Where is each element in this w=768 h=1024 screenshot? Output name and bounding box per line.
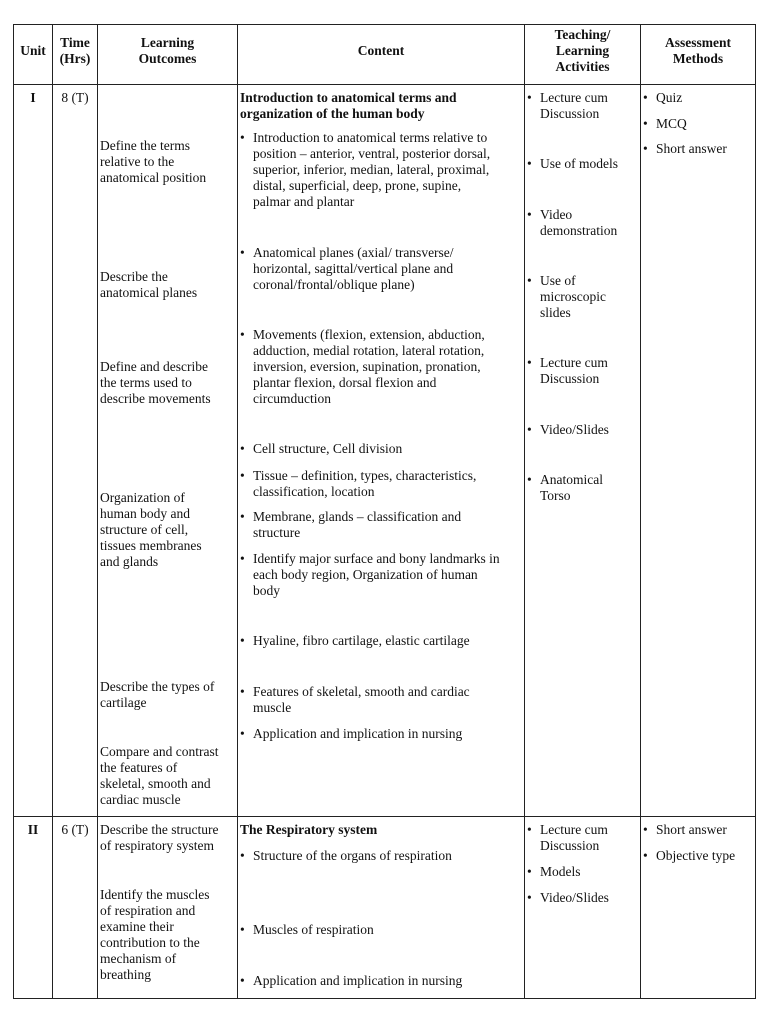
- text-line: classification, location: [253, 484, 375, 499]
- text-line: contribution to the: [100, 935, 200, 950]
- text-line: and glands: [100, 554, 159, 569]
- content-item: [253, 684, 470, 716]
- activity-item: [540, 273, 606, 321]
- text-line: plantar flexion, dorsal flexion and: [253, 375, 437, 390]
- col-line-6: [755, 24, 756, 999]
- header-divider: [13, 84, 756, 85]
- activity-item: [540, 472, 603, 504]
- text-line: muscle: [253, 700, 292, 715]
- text-line: • Structure of the organs of respiration: [253, 848, 452, 863]
- header-time-line: Time: [60, 35, 90, 50]
- text-line: Discussion: [540, 106, 600, 121]
- text-line: Identify the muscles: [100, 887, 210, 902]
- activity-item: [540, 822, 608, 854]
- text-line: • Video: [540, 207, 573, 222]
- text-line: • Anatomical: [540, 472, 603, 487]
- text-line: breathing: [100, 967, 151, 982]
- content-item: [253, 633, 470, 649]
- text-line: • Objective type: [656, 848, 736, 863]
- header-outcomes-line: Learning: [140, 35, 195, 50]
- assessment-item: [656, 822, 727, 838]
- text-line: Introduction to anatomical terms and: [240, 90, 457, 105]
- unit-time: 6 (T): [61, 822, 89, 837]
- text-line: • Video/Slides: [540, 422, 609, 437]
- text-line: relative to the: [100, 154, 175, 169]
- text-line: the terms used to: [100, 375, 192, 390]
- text-line: • Lecture cum: [540, 355, 608, 370]
- text-line: microscopic: [540, 289, 606, 304]
- text-line: mechanism of: [100, 951, 177, 966]
- text-line: cardiac muscle: [100, 792, 181, 807]
- header-activities-line: Teaching/: [554, 27, 611, 42]
- text-line: anatomical planes: [100, 285, 198, 300]
- col-line-3: [237, 24, 238, 999]
- text-line: • Application and implication in nursing: [253, 973, 463, 988]
- header-outcomes-line: Outcomes: [138, 51, 197, 66]
- activity-item: [540, 422, 609, 438]
- text-line: • Tissue – definition, types, characteristics,: [253, 468, 477, 483]
- col-line-1: [52, 24, 53, 999]
- text-line: • Anatomical planes (axial/ transverse/: [253, 245, 454, 260]
- text-line: Discussion: [540, 371, 600, 386]
- activity-item: [540, 355, 608, 387]
- content-title: [240, 90, 457, 122]
- header-outcomes: [97, 35, 238, 67]
- assessment-item: [656, 141, 727, 157]
- header-time-line: (Hrs): [59, 51, 91, 66]
- text-line: horizontal, sagittal/vertical plane and: [253, 261, 454, 276]
- content-item: [253, 245, 454, 293]
- text-line: adduction, medial rotation, lateral rotation,: [253, 343, 485, 358]
- text-line: • Use of: [540, 273, 576, 288]
- text-line: • Lecture cum: [540, 822, 608, 837]
- text-line: • Membrane, glands – classification and: [253, 509, 462, 524]
- content-item: [253, 441, 402, 457]
- text-line: of respiratory system: [100, 838, 214, 853]
- text-line: superior, inferior, median, lateral, proximal,: [253, 162, 490, 177]
- header-assessment: [640, 35, 756, 67]
- activity-item: [540, 90, 608, 122]
- text-line: Torso: [540, 488, 571, 503]
- unit-number: II: [27, 822, 39, 837]
- header-activities-line: Learning: [555, 43, 610, 58]
- text-line: Describe the structure: [100, 822, 219, 837]
- activity-item: [540, 890, 609, 906]
- text-line: anatomical position: [100, 170, 207, 185]
- text-line: structure: [253, 525, 301, 540]
- text-line: slides: [540, 305, 571, 320]
- text-line: tissues membranes: [100, 538, 202, 553]
- content-item: [253, 130, 490, 210]
- text-line: • Cell structure, Cell division: [253, 441, 403, 456]
- text-line: Define the terms: [100, 138, 190, 153]
- content-item: [253, 327, 485, 407]
- table-border-top: [13, 24, 756, 25]
- text-line: skeletal, smooth and: [100, 776, 211, 791]
- header-assessment-line: Assessment: [665, 35, 731, 50]
- text-line: The Respiratory system: [240, 822, 378, 837]
- header-unit: Unit: [20, 43, 46, 58]
- text-line: demonstration: [540, 223, 618, 238]
- text-line: Define and describe: [100, 359, 208, 374]
- header-content: Content: [357, 43, 405, 58]
- text-line: Describe the: [100, 269, 168, 284]
- row-divider: [13, 816, 756, 817]
- learning-outcome: [100, 359, 211, 407]
- text-line: • Introduction to anatomical terms relative to: [253, 130, 488, 145]
- text-line: Compare and contrast: [100, 744, 219, 759]
- text-line: inversion, eversion, supination, pronation,: [253, 359, 481, 374]
- unit-number: I: [30, 90, 36, 105]
- col-line-2: [97, 24, 98, 999]
- text-line: distal, superficial, deep, prone, supine,: [253, 178, 462, 193]
- text-line: cartilage: [100, 695, 147, 710]
- learning-outcome: [100, 679, 214, 711]
- learning-outcome: [100, 138, 206, 186]
- text-line: of respiration and: [100, 903, 196, 918]
- content-item: [253, 848, 452, 864]
- text-line: describe movements: [100, 391, 211, 406]
- text-line: organization of the human body: [240, 106, 425, 121]
- text-line: • Movements (flexion, extension, abduction,: [253, 327, 485, 342]
- learning-outcome: [100, 822, 218, 854]
- text-line: • Features of skeletal, smooth and cardiac: [253, 684, 470, 699]
- header-activities: [524, 27, 641, 75]
- header-activities-line: Activities: [555, 59, 610, 74]
- text-line: coronal/frontal/oblique plane): [253, 277, 415, 292]
- text-line: • Short answer: [656, 141, 727, 156]
- text-line: Organization of: [100, 490, 185, 505]
- text-line: examine their: [100, 919, 174, 934]
- text-line: Discussion: [540, 838, 600, 853]
- text-line: • Quiz: [656, 90, 683, 105]
- assessment-item: [656, 90, 682, 106]
- text-line: each body region, Organization of human: [253, 567, 478, 582]
- assessment-item: [656, 848, 735, 864]
- text-line: body: [253, 583, 280, 598]
- table-border-bottom: [13, 998, 756, 999]
- content-item: [253, 468, 476, 500]
- text-line: Describe the types of: [100, 679, 215, 694]
- text-line: the features of: [100, 760, 178, 775]
- learning-outcome: [100, 490, 202, 570]
- text-line: • Short answer: [656, 822, 727, 837]
- text-line: • Use of models: [540, 156, 618, 171]
- content-item: [253, 509, 461, 541]
- header-assessment-line: Methods: [672, 51, 724, 66]
- assessment-item: [656, 116, 687, 132]
- text-line: • Lecture cum: [540, 90, 608, 105]
- activity-item: [540, 864, 581, 880]
- learning-outcome: [100, 887, 209, 983]
- learning-outcome: [100, 744, 218, 808]
- header-time: [52, 35, 98, 67]
- learning-outcome: [100, 269, 197, 301]
- text-line: • MCQ: [656, 116, 687, 131]
- text-line: • Video/Slides: [540, 890, 609, 905]
- text-line: • Models: [540, 864, 581, 879]
- text-line: • Identify major surface and bony landmarks in: [253, 551, 500, 566]
- content-item: [253, 922, 374, 938]
- content-item: [253, 551, 500, 599]
- text-line: position – anterior, ventral, posterior dorsal,: [253, 146, 491, 161]
- unit-time: 8 (T): [61, 90, 89, 105]
- content-item: [253, 973, 462, 989]
- text-line: human body and: [100, 506, 190, 521]
- activity-item: [540, 207, 617, 239]
- activity-item: [540, 156, 618, 172]
- content-title: [240, 822, 377, 838]
- text-line: • Hyaline, fibro cartilage, elastic cartilage: [253, 633, 470, 648]
- text-line: structure of cell,: [100, 522, 189, 537]
- text-line: palmar and plantar: [253, 194, 355, 209]
- text-line: • Muscles of respiration: [253, 922, 374, 937]
- text-line: circumduction: [253, 391, 331, 406]
- col-line-5: [640, 24, 641, 999]
- text-line: • Application and implication in nursing: [253, 726, 463, 741]
- col-line-4: [524, 24, 525, 999]
- col-line-0: [13, 24, 14, 999]
- content-item: [253, 726, 462, 742]
